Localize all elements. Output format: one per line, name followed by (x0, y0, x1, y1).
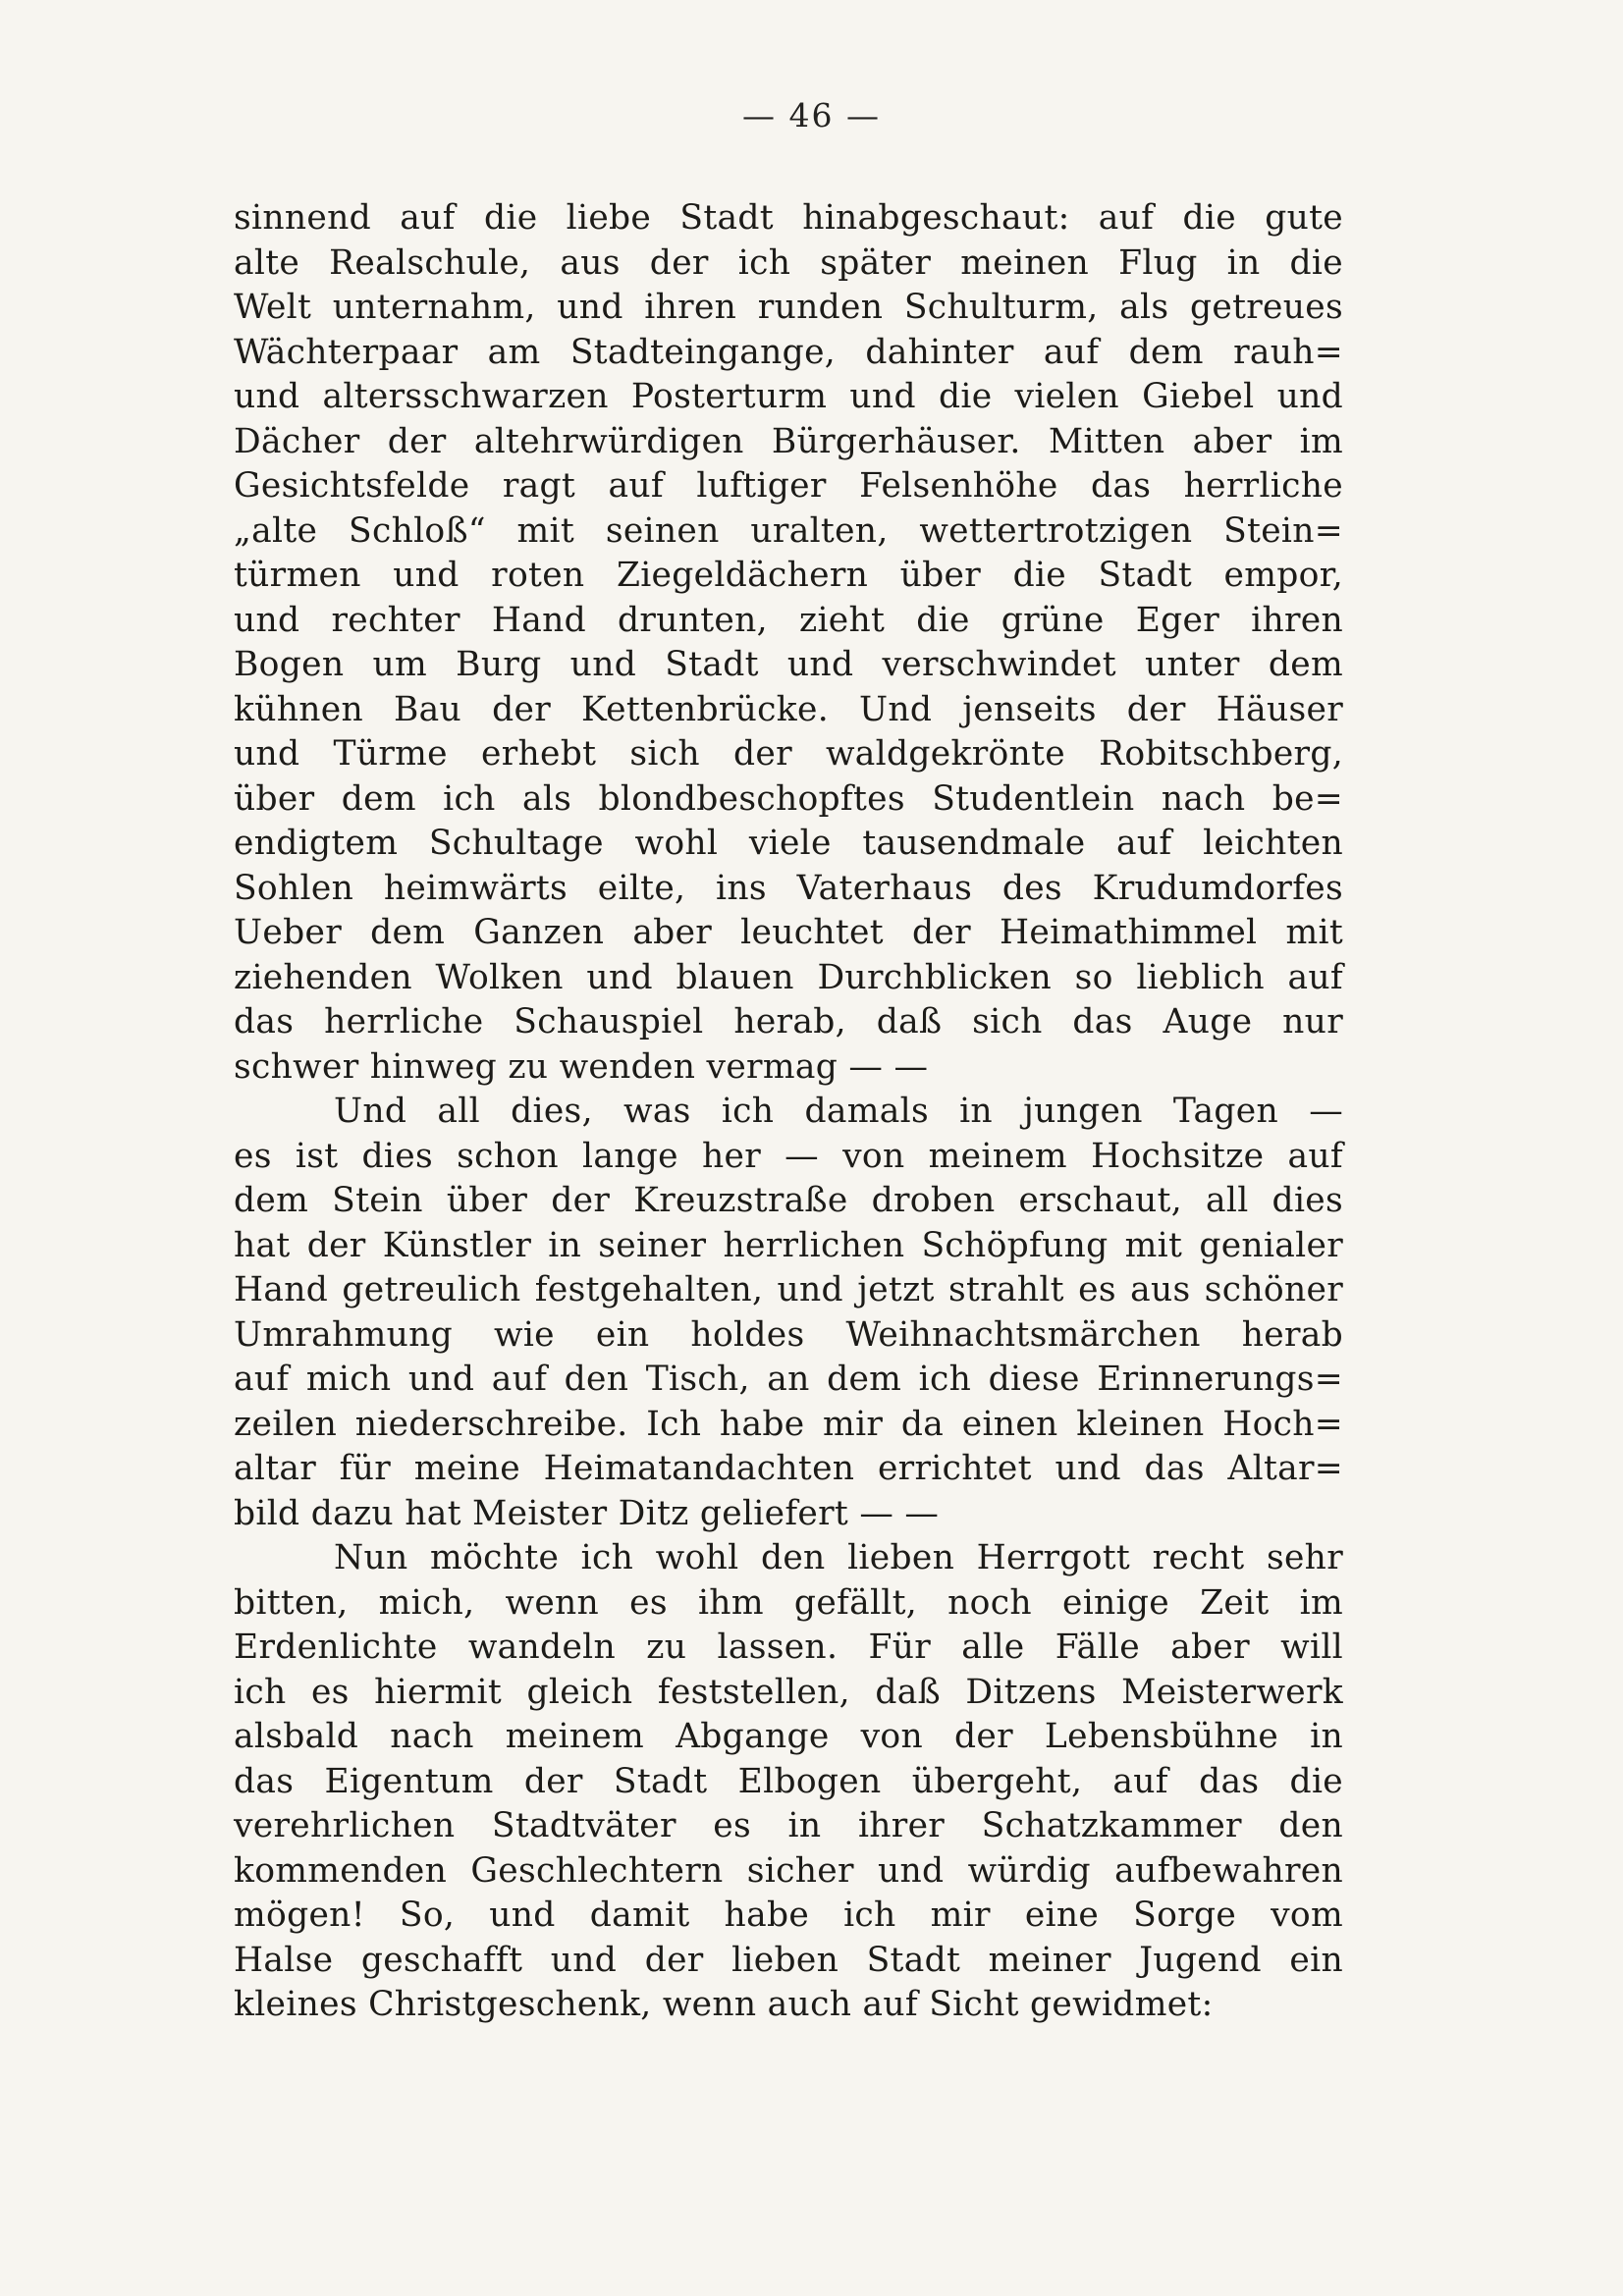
text-line: ich es hiermit gleich feststellen, daß Ditzens Meisterwerk (234, 1672, 1343, 1712)
text-line: dem Stein über der Kreuzstraße droben erschaut, all dies (234, 1181, 1343, 1220)
text-line: Dächer der altehrwürdigen Bürgerhäuser. Mitten aber im (234, 421, 1343, 461)
text-line: „alte Schloß“ mit seinen uralten, wettertrotzigen Stein= (234, 510, 1343, 551)
text-line: und rechter Hand drunten, zieht die grüne Eger ihren (234, 600, 1343, 640)
text-line: Nun möchte ich wohl den lieben Herrgott recht sehr (334, 1538, 1343, 1577)
text-line: Und all dies, was ich damals in jungen Tagen — (334, 1092, 1343, 1131)
text-line: auf mich und auf den Tisch, an dem ich diese Erinnerungs= (234, 1360, 1343, 1399)
text-line: altar für meine Heimatandachten errichtet und das Altar= (234, 1449, 1343, 1488)
text-line: Umrahmung wie ein holdes Weihnachtsmärchen herab (234, 1314, 1343, 1355)
text-line: Hand getreulich festgehalten, und jetzt strahlt es aus schöner (234, 1270, 1343, 1309)
text-line: Sohlen heimwärts eilte, ins Vaterhaus des Krudumdorfes (234, 868, 1343, 908)
text-line: türmen und roten Ziegeldächern über die Stadt empor, (234, 556, 1343, 595)
text-line: bitten, mich, wenn es ihm gefällt, noch einige Zeit im (234, 1582, 1343, 1623)
text-line: Ueber dem Ganzen aber leuchtet der Heimathimmel mit (234, 913, 1343, 952)
text-line: und Türme erhebt sich der waldgekrönte Robitschberg, (234, 734, 1343, 774)
text-line: Gesichtsfelde ragt auf luftiger Felsenhöhe das herrliche (234, 466, 1343, 506)
text-line: zeilen niederschreibe. Ich habe mir da einen kleinen Hoch= (234, 1404, 1343, 1444)
text-line: das herrliche Schauspiel herab, daß sich das Auge nur (234, 1002, 1343, 1041)
text-line: es ist dies schon lange her — von meinem Hochsitze auf (234, 1136, 1343, 1176)
text-line: kleines Christgeschenk, wenn auch auf Sicht gewidmet: (234, 1985, 1214, 2024)
text-line: Wächterpaar am Stadteingange, dahinter auf dem rauh= (234, 332, 1343, 372)
page-number: — 46 — (742, 96, 881, 134)
text-line: bild dazu hat Meister Ditz geliefert — — (234, 1493, 940, 1533)
text-line: Welt unternahm, und ihren runden Schulturm, als getreues (234, 288, 1343, 327)
text-line: über dem ich als blondbeschopftes Studentlein nach be= (234, 778, 1343, 819)
text-line: kühnen Bau der Kettenbrücke. Und jenseits der Häuser (234, 689, 1343, 729)
text-line: Bogen um Burg und Stadt und verschwindet unter dem (234, 645, 1343, 684)
text-line: kommenden Geschlechtern sicher und würdig aufbewahren (234, 1850, 1343, 1891)
text-line: das Eigentum der Stadt Elbogen übergeht, auf das die (234, 1761, 1343, 1801)
text-line: hat der Künstler in seiner herrlichen Schöpfung mit genialer (234, 1225, 1343, 1265)
body-text (234, 196, 1343, 2028)
text-line: ziehenden Wolken und blauen Durchblicken so lieblich auf (234, 957, 1343, 997)
text-line: endigtem Schultage wohl viele tausendmale auf leichten (234, 824, 1343, 863)
text-line: Halse geschafft und der lieben Stadt meiner Jugend ein (234, 1940, 1343, 1980)
text-line: alte Realschule, aus der ich später meinen Flug in die (234, 242, 1343, 283)
text-line: mögen! So, und damit habe ich mir eine Sorge vom (234, 1896, 1343, 1935)
text-line: und altersschwarzen Posterturm und die vielen Giebel und (234, 377, 1343, 416)
text-line: verehrlichen Stadtväter es in ihrer Schatzkammer den (234, 1806, 1343, 1845)
text-line: schwer hinweg zu wenden vermag — — (234, 1046, 929, 1087)
text-line: Erdenlichte wandeln zu lassen. Für alle Fälle aber will (234, 1628, 1343, 1667)
text-line: sinnend auf die liebe Stadt hinabgeschaut: auf die gute (234, 198, 1343, 238)
text-line: alsbald nach meinem Abgange von der Lebensbühne in (234, 1717, 1343, 1756)
